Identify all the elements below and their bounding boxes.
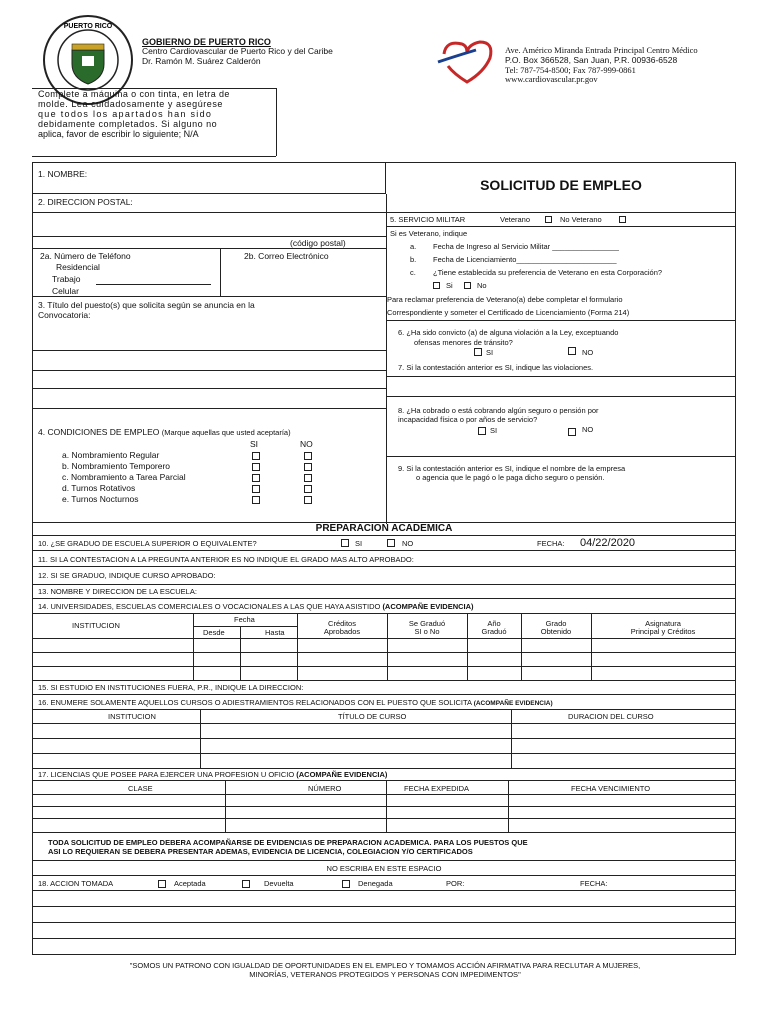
col16-institucion: INSTITUCION [108, 712, 156, 721]
q11-label: 11. SI LA CONTESTACION A LA PREGUNTA ANTERIOR ES NO INDIQUE EL GRADO MAS ALTO APROBADO: [38, 555, 414, 564]
q8-label: 8. ¿Ha cobrado o está cobrando algún seguro o pensión por [398, 406, 599, 415]
cond-item: c. Nombramiento a Tarea Parcial [62, 472, 186, 482]
residencial-label: Residencial [56, 262, 100, 272]
q15-label: 15. SI ESTUDIO EN INSTITUCIONES FUERA, P.R., INDIQUE LA DIRECCION: [38, 683, 304, 692]
telefono-label: 2a. Número de Teléfono [40, 251, 131, 261]
preferencia-label: ¿Tiene establecida su preferencia de Veterano en esta Corporación? [433, 268, 663, 277]
address-line-2: P.O. Box 366528, San Juan, P.R. 00936-6528 [505, 55, 678, 65]
q10-no-checkbox[interactable] [387, 539, 395, 547]
col16-duracion: DURACION DEL CURSO [568, 712, 654, 721]
cond-a-si-checkbox[interactable] [252, 452, 260, 460]
academic-title: PREPARACION ACADEMICA [315, 523, 453, 534]
evidence-notice-2: ASI LO REQUIERAN SE DEBERA PRESENTAR ADEMAS, EVIDENCIA DE LICENCIA, COLEGIACION Y/O CERTIFICADOS [48, 847, 473, 856]
aceptada-checkbox[interactable] [158, 880, 166, 888]
cond-item: a. Nombramiento Regular [62, 450, 160, 460]
direccion-field[interactable] [33, 206, 385, 236]
col17-numero: NÚMERO [308, 784, 342, 793]
q9-label-2: o agencia que le pagó o le paga dicho seguro o pensión. [416, 473, 605, 482]
denegada-checkbox[interactable] [342, 880, 350, 888]
center-name: Centro Cardiovascular de Puerto Rico y del Caribe [142, 46, 333, 56]
celular-label: Celular [52, 286, 79, 296]
q6-label-2: ofensas menores de tránsito? [414, 338, 513, 347]
reclamar-text-2: Correspondiente y someter el Certificado de Licenciamiento (Forma 214) [387, 308, 630, 317]
q8-label-2: incapacidad física o por años de servicio? [398, 415, 538, 424]
instructions: Complete a máquina o con tinta, en letra de molde. Lea cuidadosamente y asegúrese que todos los apartados han sido debidamente completados. Si alguno no aplica, favor de escribir lo siguiente; N/A [38, 89, 230, 139]
fecha-ingreso-label: Fecha de Ingreso al Servicio Militar ________________ [433, 242, 619, 251]
no-veterano-checkbox[interactable] [619, 216, 626, 223]
condiciones-si-header: SI [250, 439, 259, 449]
cond-item: b. Nombramiento Temporero [62, 461, 171, 471]
condiciones-no-header: NO [300, 439, 313, 449]
col-hasta: Hasta [265, 628, 285, 637]
q17-label: 17. LICENCIAS QUE POSEE PARA EJERCER UNA PROFESION U OFICIO (ACOMPAÑE EVIDENCIA) [38, 770, 388, 779]
col-grado-obtenido: Grado Obtenido [540, 619, 572, 637]
condiciones-label: 4. CONDICIONES DE EMPLEO (Marque aquellas que usted aceptaría) [38, 427, 291, 437]
trabajo-label: Trabajo [52, 274, 81, 284]
cond-d-si-checkbox[interactable] [252, 485, 260, 493]
q6-si-checkbox[interactable] [474, 348, 482, 356]
cardio-logo [436, 36, 498, 86]
col17-fecha-expedida: FECHA EXPEDIDA [404, 784, 470, 793]
col17-fecha-vencimiento: FECHA VENCIMIENTO [571, 784, 651, 793]
q6-no-checkbox[interactable] [568, 347, 576, 355]
correo-label: 2b. Correo Electrónico [244, 251, 329, 261]
website: www.cardiovascular.pr.gov [505, 74, 598, 84]
veterano-checkbox[interactable] [545, 216, 552, 223]
cond-item: e. Turnos Nocturnos [62, 494, 139, 504]
cond-c-no-checkbox[interactable] [304, 474, 312, 482]
svg-text:PUERTO RICO: PUERTO RICO [63, 23, 113, 30]
address-line-1: Ave. Américo Miranda Entrada Principal Centro Médico [505, 45, 698, 55]
preferencia-si-checkbox[interactable] [433, 282, 440, 289]
veterano-label: Veterano [500, 215, 531, 224]
q12-label: 12. SI SE GRADUO, INDIQUE CURSO APROBADO: [38, 571, 216, 580]
codigo-postal-label: (código postal) [290, 238, 346, 248]
q13-label: 13. NOMBRE Y DIRECCION DE LA ESCUELA: [38, 587, 197, 596]
cond-b-si-checkbox[interactable] [252, 463, 260, 471]
cond-item: d. Turnos Rotativos [62, 483, 136, 493]
q8-no-checkbox[interactable] [568, 428, 576, 436]
col-se-graduo: Se Graduó SI o No [408, 619, 446, 637]
no-veterano-label: No Veterano [560, 215, 602, 224]
convocatoria-label: Convocatoria: [38, 310, 91, 320]
no-escriba-label: NO ESCRIBA EN ESTE ESPACIO [326, 864, 442, 873]
col-fecha: Fecha [234, 615, 255, 624]
q7-label: 7. Si la contestación anterior es SI, indique las violaciones. [398, 363, 594, 372]
director-name: Dr. Ramón M. Suárez Calderón [142, 56, 261, 66]
equal-opportunity-footer-1: "SOMOS UN PATRONO CON IGUALDAD DE OPORTUNIDADES EN EL EMPLEO Y TOMAMOS ACCIÓN AFIRMATIVA PARA RECLUTAR A MUJERES, [129, 961, 641, 970]
devuelta-checkbox[interactable] [242, 880, 250, 888]
cond-e-si-checkbox[interactable] [252, 496, 260, 504]
q8-si-checkbox[interactable] [478, 427, 486, 435]
cond-e-no-checkbox[interactable] [304, 496, 312, 504]
fecha-licenciamiento-label: Fecha de Licenciamiento________________________ [433, 255, 617, 264]
nombre-field[interactable] [32, 162, 386, 194]
cond-b-no-checkbox[interactable] [304, 463, 312, 471]
col16-titulo: TÍTULO DE CURSO [338, 712, 407, 721]
por-label: POR: [446, 879, 465, 888]
form-title: SOLICITUD DE EMPLEO [480, 177, 642, 193]
col-creditos: Créditos Aprobados [323, 619, 361, 637]
reclamar-text-1: Para reclamar preferencia de Veterano(a) debe completar el formulario [387, 295, 623, 304]
address-phone: Tel: 787-754-8500; Fax 787-999-0861 [505, 65, 636, 75]
fecha-value[interactable]: 04/22/2020 [580, 537, 636, 549]
col17-clase: CLASE [128, 784, 153, 793]
col-ano-graduo: Año Graduó [481, 619, 507, 637]
si-veterano-label: Si es Veterano, indique [390, 229, 468, 238]
fecha-label: FECHA: [537, 539, 565, 548]
q10-label: 10. ¿SE GRADUO DE ESCUELA SUPERIOR O EQUIVALENTE? [38, 539, 257, 548]
equal-opportunity-footer-2: MINORÍAS, VETERANOS PROTEGIDOS Y PERSONAS CON IMPEDIMENTOS" [249, 970, 521, 979]
preferencia-no-checkbox[interactable] [464, 282, 471, 289]
col-desde: Desde [203, 628, 225, 637]
col-institucion: INSTITUCION [72, 621, 120, 630]
q16-label: 16. ENUMERE SOLAMENTE AQUELLOS CURSOS O ADIESTRAMIENTOS RELACIONADOS CON EL PUESTO QUE SOLICITA (ACOMPAÑE EVIDENCIA) [38, 698, 553, 707]
evidence-notice-1: TODA SOLICITUD DE EMPLEO DEBERA ACOMPAÑARSE DE EVIDENCIAS DE PREPARACION ACADEMICA. PARA LOS PUESTOS QUE [48, 838, 528, 847]
q6-label: 6. ¿Ha sido convicto (a) de alguna violación a la Ley, exceptuando [398, 328, 619, 337]
cond-a-no-checkbox[interactable] [304, 452, 312, 460]
servicio-militar-label: 5. SERVICIO MILITAR [390, 215, 466, 224]
direccion-label: 2. DIRECCION POSTAL: [38, 197, 133, 207]
accion-fecha-label: FECHA: [580, 879, 608, 888]
col-asignatura: Asignatura Principal y Créditos [630, 619, 696, 637]
q9-label: 9. Si la contestación anterior es SI, indique el nombre de la empresa [398, 464, 626, 473]
cond-d-no-checkbox[interactable] [304, 485, 312, 493]
q10-si-checkbox[interactable] [341, 539, 349, 547]
org-title: GOBIERNO DE PUERTO RICO [142, 37, 271, 47]
q14-label: 14. UNIVERSIDADES, ESCUELAS COMERCIALES O VOCACIONALES A LAS QUE HAYA ASISTIDO (ACOMPAÑE EVIDENCIA) [38, 602, 474, 611]
accion-label: 18. ACCION TOMADA [38, 879, 114, 888]
puesto-label: 3. Título del puesto(s) que solicita según se anuncia en la [38, 300, 255, 310]
cond-c-si-checkbox[interactable] [252, 474, 260, 482]
nombre-label: 1. NOMBRE: [38, 169, 88, 179]
